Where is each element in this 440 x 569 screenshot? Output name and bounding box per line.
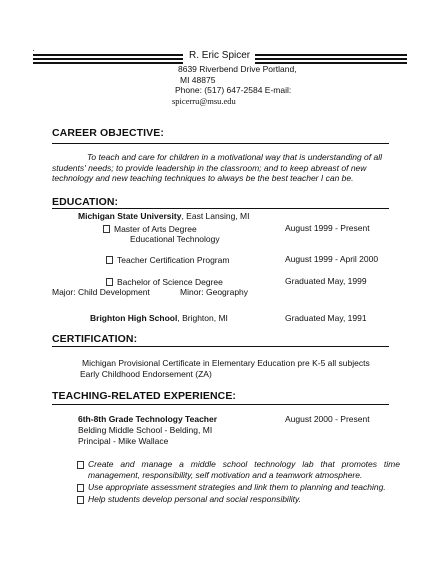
cert-program xyxy=(106,255,229,265)
highschool-name: Brighton High School xyxy=(90,313,178,323)
checkbox-icon xyxy=(106,278,113,286)
experience-bullet-3: Help students develop personal and social responsibility. xyxy=(88,494,301,504)
experience-heading: TEACHING-RELATED EXPERIENCE: xyxy=(52,390,237,402)
highschool-line xyxy=(90,313,228,323)
phone-line: Phone: (517) 647-2584 E-mail: xyxy=(175,85,292,95)
experience-bullet-2: Use appropriate assessment strategies and link them to planning and teaching. xyxy=(88,482,386,492)
header-rule-left-1 xyxy=(33,54,183,56)
address-line-1: 8639 Riverbend Drive Portland, xyxy=(178,64,297,74)
bachelors-degree xyxy=(106,277,223,287)
candidate-name: R. Eric Spicer xyxy=(189,50,251,61)
masters-field: Educational Technology xyxy=(130,234,220,244)
header-rule-left-2 xyxy=(33,58,183,60)
career-objective-rule xyxy=(52,143,389,144)
checkbox-icon xyxy=(77,461,84,469)
certification-heading: CERTIFICATION: xyxy=(52,333,138,345)
experience-rule xyxy=(52,404,389,405)
header-rule-left-3 xyxy=(33,62,183,64)
experience-bullet-1: Create and manage a middle school technology lab that promotes time management, responsibility, self motivation and a teamwork atmosphere. xyxy=(88,459,400,480)
bachelors-date: Graduated May, 1999 xyxy=(285,276,367,286)
checkbox-icon xyxy=(106,256,113,264)
cert-program-label: Teacher Certification Program xyxy=(117,255,230,265)
certification-line-2: Early Childhood Endorsement (ZA) xyxy=(80,369,212,379)
job-date: August 2000 - Present xyxy=(285,414,370,424)
certification-line-1: Michigan Provisional Certificate in Elementary Education pre K-5 all subjects xyxy=(82,358,370,368)
minor: Minor: Geography xyxy=(180,287,249,297)
certification-rule xyxy=(52,346,389,347)
checkbox-icon xyxy=(103,225,110,233)
masters-degree xyxy=(103,224,197,234)
msu-location: , East Lansing, MI xyxy=(181,211,250,221)
masters-date: August 1999 - Present xyxy=(285,223,370,233)
employer: Belding Middle School - Belding, MI xyxy=(78,425,213,435)
msu-line xyxy=(78,211,250,221)
bachelors-degree-label: Bachelor of Science Degree xyxy=(117,277,223,287)
education-rule xyxy=(52,208,389,209)
education-heading: EDUCATION: xyxy=(52,196,119,208)
career-objective-text: To teach and care for children in a motivational way that is understanding of all students' needs; to provide leadership in the classroom; and to keep abreast of new technology and new teaching techniques to always be the best teacher I can be. xyxy=(52,152,382,183)
stray-mark xyxy=(33,50,34,51)
job-title: 6th-8th Grade Technology Teacher xyxy=(78,414,218,424)
checkbox-icon xyxy=(77,496,84,504)
header-rule-right-1 xyxy=(255,54,407,56)
highschool-location: , Brighton, MI xyxy=(177,313,228,323)
header-rule-right-2 xyxy=(255,58,407,60)
cert-program-date: August 1999 - April 2000 xyxy=(285,254,379,264)
masters-degree-label: Master of Arts Degree xyxy=(114,224,197,234)
major: Major: Child Development xyxy=(52,287,150,297)
address-line-2: MI 48875 xyxy=(180,75,216,85)
checkbox-icon xyxy=(77,484,84,492)
principal: Principal - Mike Wallace xyxy=(78,436,169,446)
highschool-date: Graduated May, 1991 xyxy=(285,313,367,323)
email-address[interactable]: spicerru@msu.edu xyxy=(172,96,236,106)
career-objective-heading: CAREER OBJECTIVE: xyxy=(52,127,164,139)
msu-school-name: Michigan State University xyxy=(78,211,182,221)
